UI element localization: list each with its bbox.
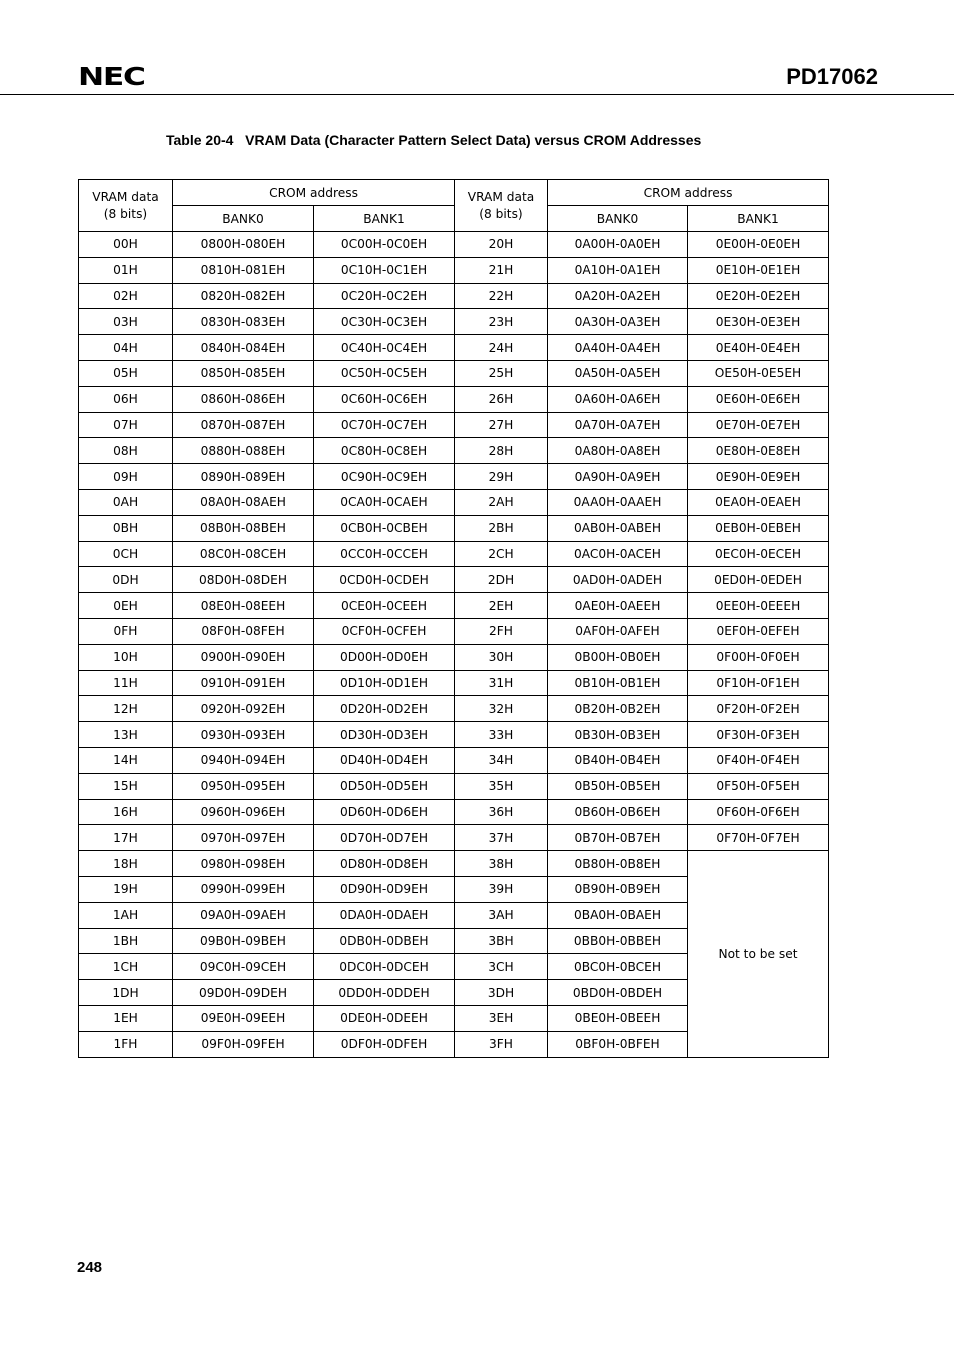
table-row xyxy=(79,257,829,283)
table-cell: 0880H-088EH xyxy=(173,438,314,464)
table-row xyxy=(79,747,829,773)
table-cell: 24H xyxy=(455,335,548,361)
table-cell: 10H xyxy=(79,644,173,670)
header-crom-address: CROM address xyxy=(173,180,455,206)
table-cell: 0A20H-0A2EH xyxy=(548,283,688,309)
table-cell: 3AH xyxy=(455,902,548,928)
table-row xyxy=(79,309,829,335)
table-cell: 0AB0H-0ABEH xyxy=(548,515,688,541)
table-row xyxy=(79,232,829,258)
table-cell: 0DB0H-0DBEH xyxy=(314,928,455,954)
table-cell: 0E60H-0E6EH xyxy=(688,386,829,412)
table-row xyxy=(79,283,829,309)
table-cell: 0DA0H-0DAEH xyxy=(314,902,455,928)
table-cell: 0B80H-0B8EH xyxy=(548,851,688,877)
table-cell: 0830H-083EH xyxy=(173,309,314,335)
table-cell: 06H xyxy=(79,386,173,412)
document-id: PD17062 xyxy=(786,64,878,89)
table-cell: 12H xyxy=(79,696,173,722)
table-cell: 0DC0H-0DCEH xyxy=(314,954,455,980)
table-cell: 0970H-097EH xyxy=(173,825,314,851)
table-cell: 0E80H-0E8EH xyxy=(688,438,829,464)
table-cell: 0CE0H-0CEEH xyxy=(314,593,455,619)
table-cell: 38H xyxy=(455,851,548,877)
table-cell: 0DH xyxy=(79,567,173,593)
table-cell: 0930H-093EH xyxy=(173,722,314,748)
table-cell: 3EH xyxy=(455,1005,548,1031)
table-cell: 0D90H-0D9EH xyxy=(314,876,455,902)
table-row xyxy=(79,670,829,696)
table-cell: 01H xyxy=(79,257,173,283)
table-cell: 31H xyxy=(455,670,548,696)
table-cell: 11H xyxy=(79,670,173,696)
table-cell: 0ED0H-0EDEH xyxy=(688,567,829,593)
table-cell: 0F30H-0F3EH xyxy=(688,722,829,748)
table-cell: 19H xyxy=(79,876,173,902)
nec-logo: NEC xyxy=(78,62,145,91)
table-cell: 08A0H-08AEH xyxy=(173,489,314,515)
table-row xyxy=(79,825,829,851)
table-cell: 0A90H-0A9EH xyxy=(548,464,688,490)
table-cell: 0CF0H-0CFEH xyxy=(314,618,455,644)
table-cell: 0CC0H-0CCEH xyxy=(314,541,455,567)
table-cell: 1FH xyxy=(79,1031,173,1057)
table-cell: 1DH xyxy=(79,980,173,1006)
table-cell: 0A70H-0A7EH xyxy=(548,412,688,438)
table-cell: 09E0H-09EEH xyxy=(173,1005,314,1031)
table-cell: 08H xyxy=(79,438,173,464)
table-cell: 0C60H-0C6EH xyxy=(314,386,455,412)
table-cell: 2DH xyxy=(455,567,548,593)
table-cell: 0CH xyxy=(79,541,173,567)
table-row xyxy=(79,644,829,670)
table-row xyxy=(79,360,829,386)
table-cell: 0990H-099EH xyxy=(173,876,314,902)
table-cell: 0D80H-0D8EH xyxy=(314,851,455,877)
table-cell: 17H xyxy=(79,825,173,851)
table-cell: 0A40H-0A4EH xyxy=(548,335,688,361)
table-cell: 0AH xyxy=(79,489,173,515)
table-cell: 0D40H-0D4EH xyxy=(314,747,455,773)
table-cell: 0810H-081EH xyxy=(173,257,314,283)
table-cell: 08B0H-08BEH xyxy=(173,515,314,541)
table-cell: 0B70H-0B7EH xyxy=(548,825,688,851)
table-cell: 08F0H-08FEH xyxy=(173,618,314,644)
table-cell: 0F50H-0F5EH xyxy=(688,773,829,799)
table-cell: 0E40H-0E4EH xyxy=(688,335,829,361)
table-cell: 0BE0H-0BEEH xyxy=(548,1005,688,1031)
table-cell: 0BB0H-0BBEH xyxy=(548,928,688,954)
header-bank0: BANK0 xyxy=(173,206,314,232)
table-cell: 0E70H-0E7EH xyxy=(688,412,829,438)
table-cell: 37H xyxy=(455,825,548,851)
table-row xyxy=(79,541,829,567)
table-cell: 39H xyxy=(455,876,548,902)
header-bank0: BANK0 xyxy=(548,206,688,232)
table-cell: 15H xyxy=(79,773,173,799)
table-cell: 09B0H-09BEH xyxy=(173,928,314,954)
table-row xyxy=(79,412,829,438)
table-row xyxy=(79,696,829,722)
table-cell: 0BC0H-0BCEH xyxy=(548,954,688,980)
table-cell: 3CH xyxy=(455,954,548,980)
table-cell: 0A30H-0A3EH xyxy=(548,309,688,335)
table-cell: 0EB0H-0EBEH xyxy=(688,515,829,541)
table-cell: 0F00H-0F0EH xyxy=(688,644,829,670)
table-row xyxy=(79,489,829,515)
table-cell: 0B60H-0B6EH xyxy=(548,799,688,825)
table-cell: 0CD0H-0CDEH xyxy=(314,567,455,593)
table-cell: 20H xyxy=(455,232,548,258)
not-to-be-set-cell: Not to be set xyxy=(688,851,829,1057)
table-cell: 0820H-082EH xyxy=(173,283,314,309)
table-row xyxy=(79,593,829,619)
table-cell: 0950H-095EH xyxy=(173,773,314,799)
table-row xyxy=(79,335,829,361)
table-cell: 0BD0H-0BDEH xyxy=(548,980,688,1006)
vram-crom-table xyxy=(78,179,829,1058)
table-cell: 0D00H-0D0EH xyxy=(314,644,455,670)
table-cell: 2BH xyxy=(455,515,548,541)
table-cell: 35H xyxy=(455,773,548,799)
table-cell: 0EH xyxy=(79,593,173,619)
table-cell: 0B30H-0B3EH xyxy=(548,722,688,748)
table-cell: 0B20H-0B2EH xyxy=(548,696,688,722)
table-cell: 3DH xyxy=(455,980,548,1006)
table-cell: 14H xyxy=(79,747,173,773)
table-cell: 05H xyxy=(79,360,173,386)
table-row xyxy=(79,515,829,541)
table-cell: 0B10H-0B1EH xyxy=(548,670,688,696)
table-cell: 0940H-094EH xyxy=(173,747,314,773)
table-cell: 2FH xyxy=(455,618,548,644)
table-cell: 0CA0H-0CAEH xyxy=(314,489,455,515)
table-row xyxy=(79,567,829,593)
table-cell: 0D20H-0D2EH xyxy=(314,696,455,722)
table-cell: 0F60H-0F6EH xyxy=(688,799,829,825)
table-cell: 0F70H-0F7EH xyxy=(688,825,829,851)
table-cell: 0BA0H-0BAEH xyxy=(548,902,688,928)
table-cell: 0D10H-0D1EH xyxy=(314,670,455,696)
table-cell: 1CH xyxy=(79,954,173,980)
table-row xyxy=(79,464,829,490)
table-cell: 0900H-090EH xyxy=(173,644,314,670)
table-cell: 0800H-080EH xyxy=(173,232,314,258)
table-cell: 2EH xyxy=(455,593,548,619)
table-cell: 21H xyxy=(455,257,548,283)
table-cell: 0B90H-0B9EH xyxy=(548,876,688,902)
header-bank1: BANK1 xyxy=(688,206,829,232)
table-cell: 0840H-084EH xyxy=(173,335,314,361)
table-cell: 0980H-098EH xyxy=(173,851,314,877)
table-cell: 29H xyxy=(455,464,548,490)
table-cell: 0A10H-0A1EH xyxy=(548,257,688,283)
table-cell: 0D30H-0D3EH xyxy=(314,722,455,748)
table-cell: 0C50H-0C5EH xyxy=(314,360,455,386)
table-cell: 0DF0H-0DFEH xyxy=(314,1031,455,1057)
table-row xyxy=(79,773,829,799)
table-cell: 0E90H-0E9EH xyxy=(688,464,829,490)
table-cell: 0BF0H-0BFEH xyxy=(548,1031,688,1057)
table-cell: 0BH xyxy=(79,515,173,541)
table-cell: 0F20H-0F2EH xyxy=(688,696,829,722)
table-cell: 0C90H-0C9EH xyxy=(314,464,455,490)
table-cell: 0A80H-0A8EH xyxy=(548,438,688,464)
table-row xyxy=(79,618,829,644)
table-cell: 32H xyxy=(455,696,548,722)
header-bank1: BANK1 xyxy=(314,206,455,232)
table-cell: 3FH xyxy=(455,1031,548,1057)
table-cell: 2AH xyxy=(455,489,548,515)
table-cell: 08E0H-08EEH xyxy=(173,593,314,619)
table-cell: 0EF0H-0EFEH xyxy=(688,618,829,644)
table-cell: 0EA0H-0EAEH xyxy=(688,489,829,515)
table-cell: 26H xyxy=(455,386,548,412)
table-cell: 02H xyxy=(79,283,173,309)
table-body xyxy=(79,232,829,1058)
table-cell: 0850H-085EH xyxy=(173,360,314,386)
table-cell: 0C20H-0C2EH xyxy=(314,283,455,309)
table-cell: 0EC0H-0ECEH xyxy=(688,541,829,567)
table-cell: 0DE0H-0DEEH xyxy=(314,1005,455,1031)
table-cell: 0AD0H-0ADEH xyxy=(548,567,688,593)
header-vram-data: VRAM data (8 bits) xyxy=(79,180,173,232)
header-rule xyxy=(0,94,954,95)
table-cell: 08C0H-08CEH xyxy=(173,541,314,567)
table-cell: 0960H-096EH xyxy=(173,799,314,825)
table-cell: 1EH xyxy=(79,1005,173,1031)
table-cell: 0E30H-0E3EH xyxy=(688,309,829,335)
table-cell: 07H xyxy=(79,412,173,438)
table-cell: 0AA0H-0AAEH xyxy=(548,489,688,515)
table-cell: 0E10H-0E1EH xyxy=(688,257,829,283)
table-cell: 1BH xyxy=(79,928,173,954)
table-cell: 0C30H-0C3EH xyxy=(314,309,455,335)
table-cell: 0C70H-0C7EH xyxy=(314,412,455,438)
table-row xyxy=(79,851,829,877)
table-cell: 34H xyxy=(455,747,548,773)
table-cell: 09C0H-09CEH xyxy=(173,954,314,980)
table-cell: 09H xyxy=(79,464,173,490)
table-cell: 0D70H-0D7EH xyxy=(314,825,455,851)
table-cell: 16H xyxy=(79,799,173,825)
table-cell: 0DD0H-0DDEH xyxy=(314,980,455,1006)
table-cell: 0EE0H-0EEEH xyxy=(688,593,829,619)
table-cell: 04H xyxy=(79,335,173,361)
table-cell: 25H xyxy=(455,360,548,386)
table-cell: 27H xyxy=(455,412,548,438)
table-cell: 0B40H-0B4EH xyxy=(548,747,688,773)
table-cell: 0D60H-0D6EH xyxy=(314,799,455,825)
table-cell: 0E00H-0E0EH xyxy=(688,232,829,258)
table-cell: 0B50H-0B5EH xyxy=(548,773,688,799)
table-cell: 2CH xyxy=(455,541,548,567)
table-cell: 09A0H-09AEH xyxy=(173,902,314,928)
table-cell: 0FH xyxy=(79,618,173,644)
table-cell: 0AE0H-0AEEH xyxy=(548,593,688,619)
table-cell: 1AH xyxy=(79,902,173,928)
table-cell: 30H xyxy=(455,644,548,670)
table-cell: 13H xyxy=(79,722,173,748)
header-crom-address: CROM address xyxy=(548,180,829,206)
table-cell: 0A00H-0A0EH xyxy=(548,232,688,258)
table-cell: 0F10H-0F1EH xyxy=(688,670,829,696)
page-number: 248 xyxy=(77,1259,103,1276)
table-cell: OE50H-0E5EH xyxy=(688,360,829,386)
table-cell: 0D50H-0D5EH xyxy=(314,773,455,799)
table-cell: 0F40H-0F4EH xyxy=(688,747,829,773)
table-cell: 18H xyxy=(79,851,173,877)
table-cell: 0E20H-0E2EH xyxy=(688,283,829,309)
table-cell: 0890H-089EH xyxy=(173,464,314,490)
table-cell: 0860H-086EH xyxy=(173,386,314,412)
header-vram-data: VRAM data (8 bits) xyxy=(455,180,548,232)
table-title: Table 20-4 VRAM Data (Character Pattern Select Data) versus CROM Addresses xyxy=(166,132,702,148)
table-cell: 08D0H-08DEH xyxy=(173,567,314,593)
table-cell: 0AC0H-0ACEH xyxy=(548,541,688,567)
table-cell: 0C40H-0C4EH xyxy=(314,335,455,361)
table-cell: 0920H-092EH xyxy=(173,696,314,722)
table-cell: 3BH xyxy=(455,928,548,954)
table-cell: 0C00H-0C0EH xyxy=(314,232,455,258)
table-cell: 0A50H-0A5EH xyxy=(548,360,688,386)
table-cell: 0870H-087EH xyxy=(173,412,314,438)
table-cell: 0B00H-0B0EH xyxy=(548,644,688,670)
table-cell: 0910H-091EH xyxy=(173,670,314,696)
table-row xyxy=(79,386,829,412)
table-cell: 22H xyxy=(455,283,548,309)
table-cell: 09F0H-09FEH xyxy=(173,1031,314,1057)
table-cell: 36H xyxy=(455,799,548,825)
table-cell: 33H xyxy=(455,722,548,748)
table-cell: 03H xyxy=(79,309,173,335)
table-cell: 0AF0H-0AFEH xyxy=(548,618,688,644)
table-cell: 00H xyxy=(79,232,173,258)
table-row xyxy=(79,438,829,464)
table-cell: 0CB0H-0CBEH xyxy=(314,515,455,541)
table-cell: 0C80H-0C8EH xyxy=(314,438,455,464)
table-cell: 0C10H-0C1EH xyxy=(314,257,455,283)
table-cell: 28H xyxy=(455,438,548,464)
table-cell: 0A60H-0A6EH xyxy=(548,386,688,412)
table-row xyxy=(79,799,829,825)
table-cell: 09D0H-09DEH xyxy=(173,980,314,1006)
table-row xyxy=(79,722,829,748)
table-cell: 23H xyxy=(455,309,548,335)
